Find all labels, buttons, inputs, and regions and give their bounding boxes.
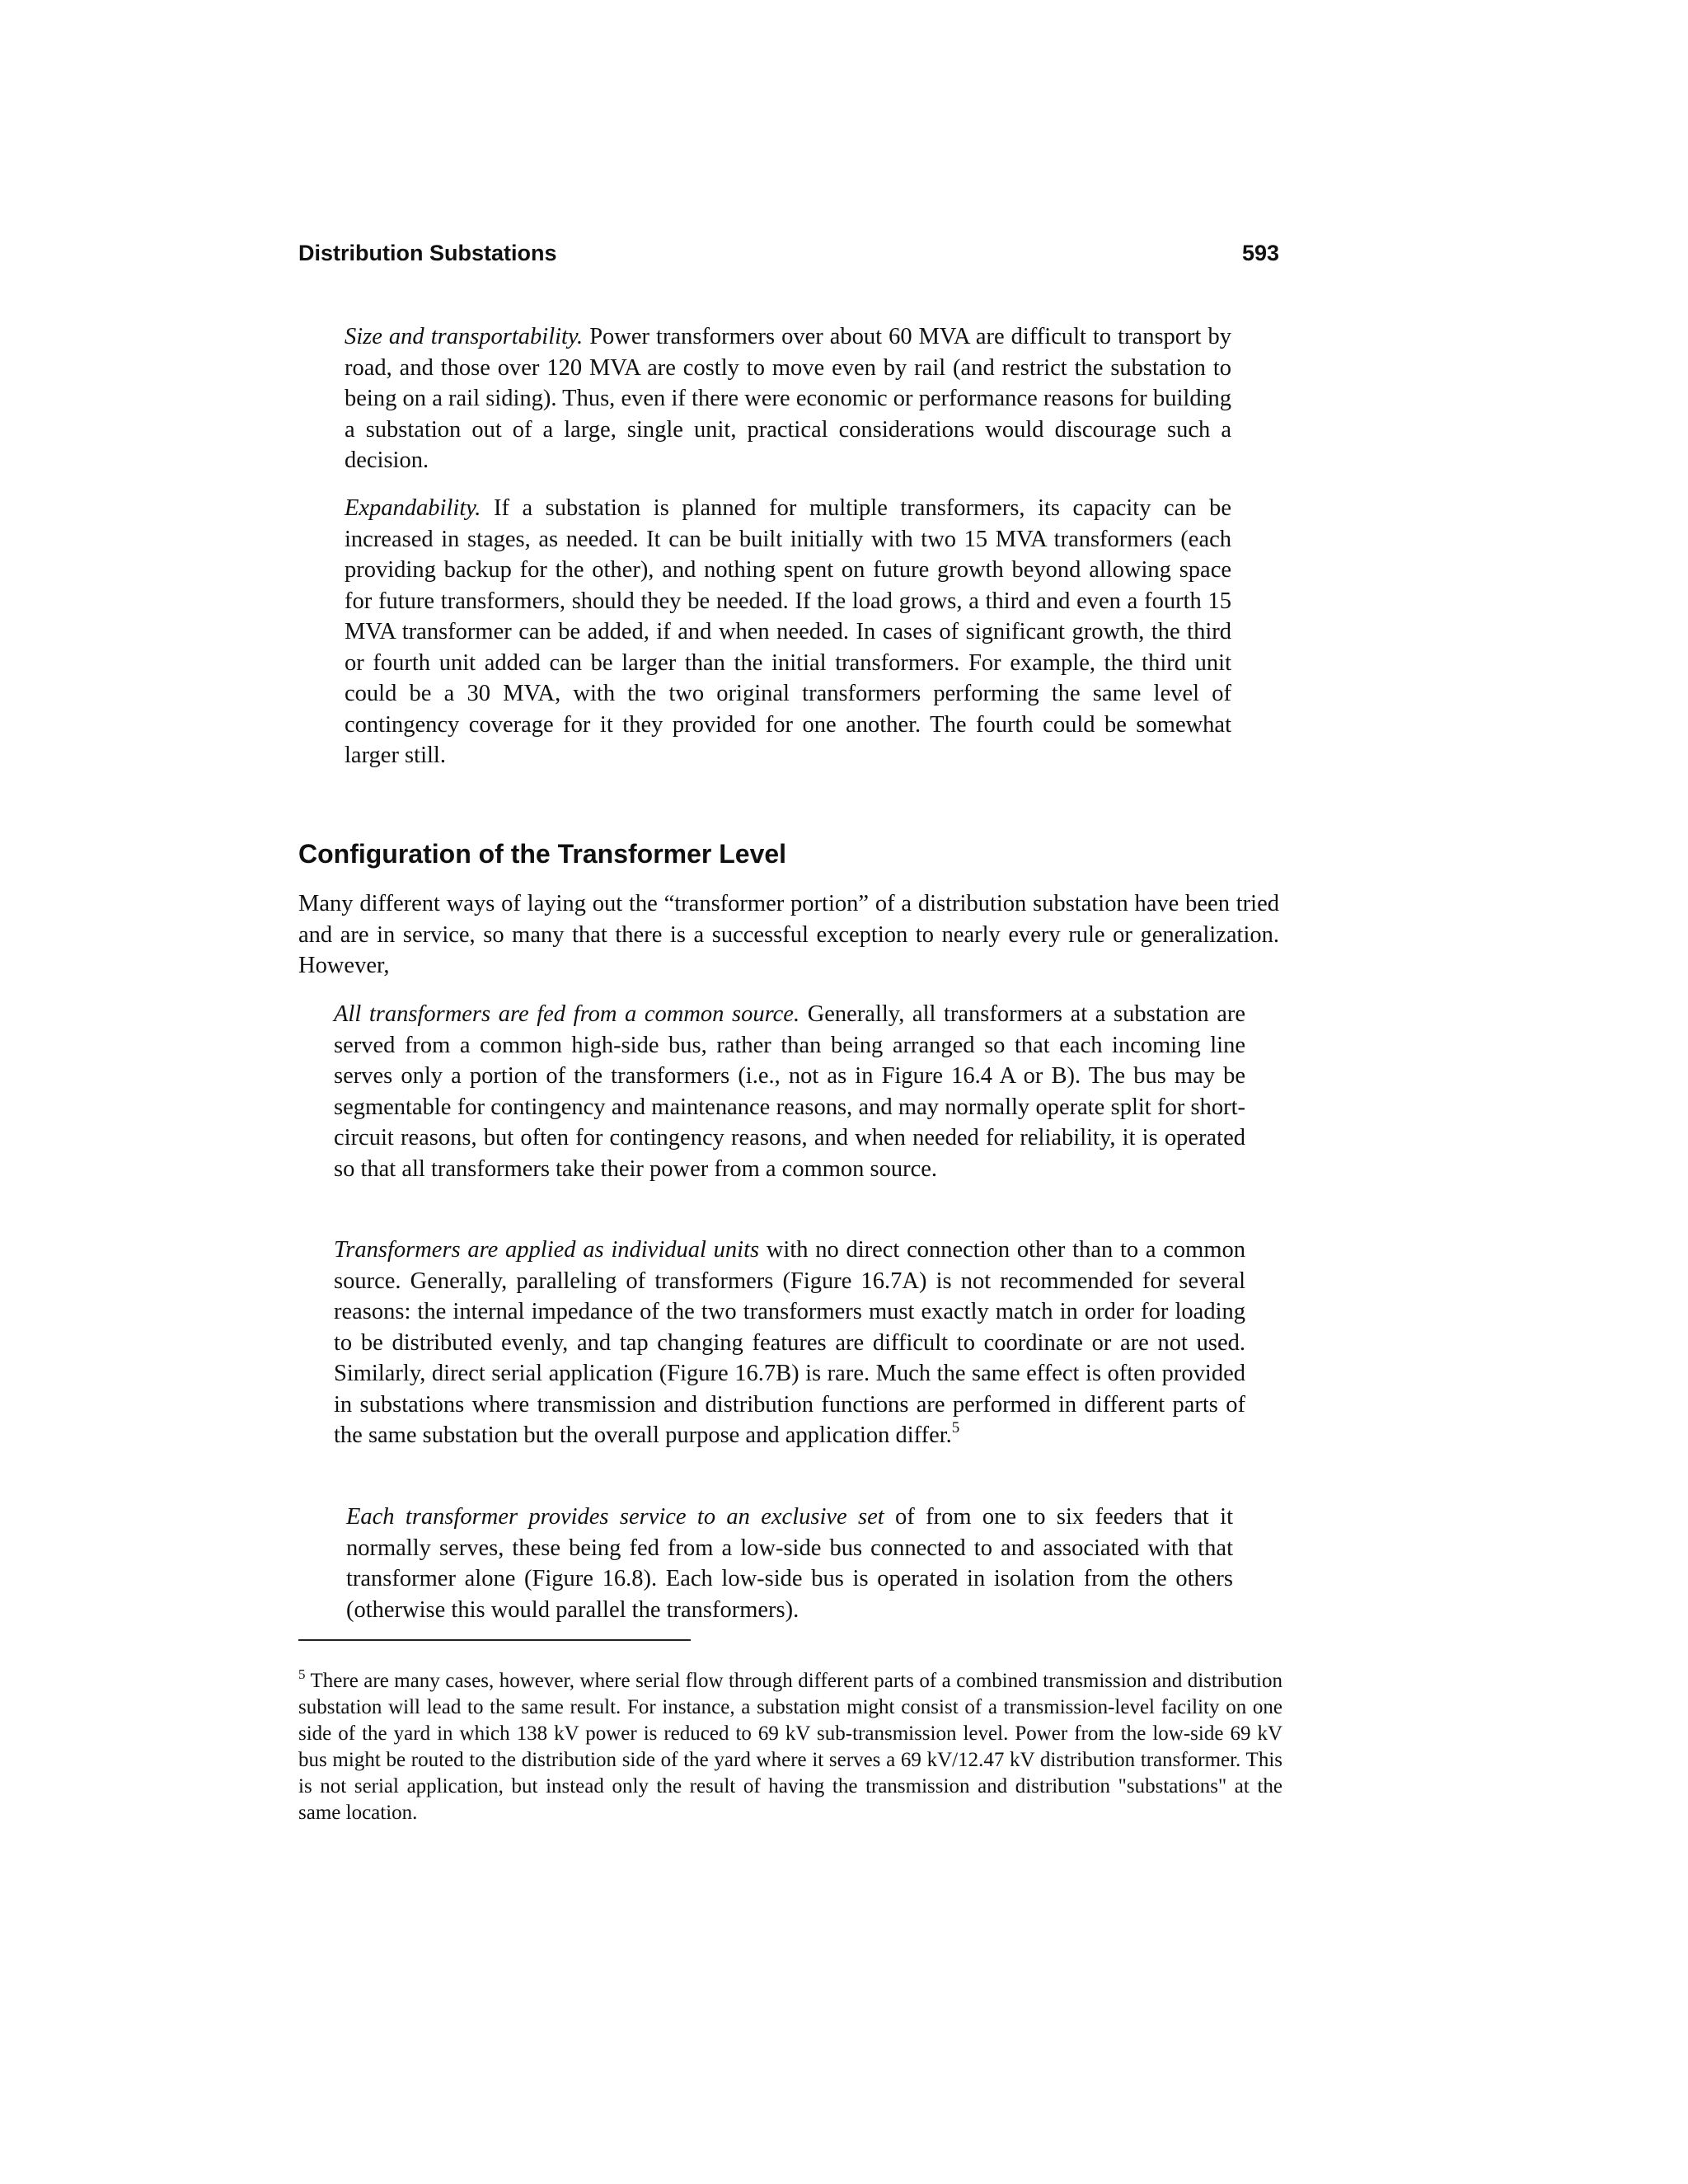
section-intro: Many different ways of laying out the “transformer portion” of a distribution substation have been tried and are in service, so many that there is a successful exception to nearly every rule or generalization. However,	[298, 891, 1279, 978]
running-header	[298, 241, 1279, 274]
list-item-lead: Each transformer provides service to an exclusive set	[346, 1504, 884, 1530]
paragraph-text-expandability: If a substation is planned for multiple transformers, its capacity can be increased in stages, as needed. It can be built initially with two 15 MVA transformers (each providing backup for the other), and nothing spent on future growth beyond allowing space for future transformers, should they be needed. If the load grows, a third and even a fourth 15 MVA transformer can be added, if and when needed. In cases of significant growth, the third or fourth unit added can be larger than the initial transformers. For example, the third unit could be a 30 MVA, with the two original transformers performing the same level of contingency coverage for it they provided for one another. The fourth could be somewhat larger still.	[345, 495, 1231, 768]
footnote-text: There are many cases, however, where serial flow through different parts of a combined transmission and distribution substation will lead to the same result. For instance, a substation might consist of a transmission-level facility on one side of the yard in which 138 kV power is reduced to 69 kV sub-transmission level. Power from the low-side 69 kV bus might be routed to the distribution side of the yard where it serves a 69 kV/12.47 kV distribution transformer. This is not serial application, but instead only the result of having the transmission and distribution "substations" at the same location.	[298, 1670, 1282, 1824]
paragraph-lead-expandability: Expandability.	[345, 495, 481, 521]
list-item	[334, 999, 1245, 1184]
list-item-text: with no direct connection other than to a common source. Generally, paralleling of transformers (Figure 16.7A) is not recommended for several reasons: the internal impedance of the two transformers must exactly match in order for loading to be distributed evenly, and tap changing features are difficult to coordinate or are not used. Similarly, direct serial application (Figure 16.7B) is rare. Much the same effect is often provided in substations where transmission and distribution functions are performed in different parts of the same substation but the overall purpose and application differ.	[334, 1237, 1245, 1448]
running-header-title: Distribution Substations	[298, 241, 557, 265]
section-heading: Configuration of the Transformer Level	[298, 839, 787, 869]
list-item-lead: All transformers are fed from a common source.	[334, 1001, 800, 1027]
list-item-text: of from one to six feeders that it normally serves, these being fed from a low-side bus connected to and associated with that transformer alone (Figure 16.8). Each low-side bus is operated in isolation from the others (otherwise this would parallel the transformers).	[346, 1504, 1233, 1623]
footnote	[298, 1668, 1282, 1826]
footnote-reference: 5	[951, 1419, 960, 1436]
list-item-lead: Transformers are applied as individual units	[334, 1237, 760, 1263]
footnote-marker: 5	[298, 1666, 306, 1682]
footnote-divider	[298, 1639, 691, 1641]
paragraph-text-size: Power transformers over about 60 MVA are difficult to transport by road, and those over 120 MVA are costly to move even by rail (and restrict the substation to being on a rail siding). Thus, even if there were economic or performance reasons for building a substation out of a large, single unit, practical considerations would discourage such a decision.	[345, 324, 1231, 473]
list-item	[346, 1502, 1233, 1625]
paragraph-lead-size: Size and transportability.	[345, 324, 584, 349]
paragraph-expandability	[345, 493, 1231, 771]
list-item-text: Generally, all transformers at a substation are served from a common high-side bus, rather than being arranged so that each incoming line serves only a portion of the transformers (i.e., not as in Figure 16.4 A or B). The bus may be segmentable for contingency and maintenance reasons, and may normally operate split for short-circuit reasons, but often for contingency reasons, and when needed for reliability, it is operated so that all transformers take their power from a common source.	[334, 1001, 1246, 1182]
list-item	[334, 1235, 1245, 1451]
page-number: 593	[1241, 241, 1279, 265]
paragraph-size-transportability	[345, 321, 1231, 476]
